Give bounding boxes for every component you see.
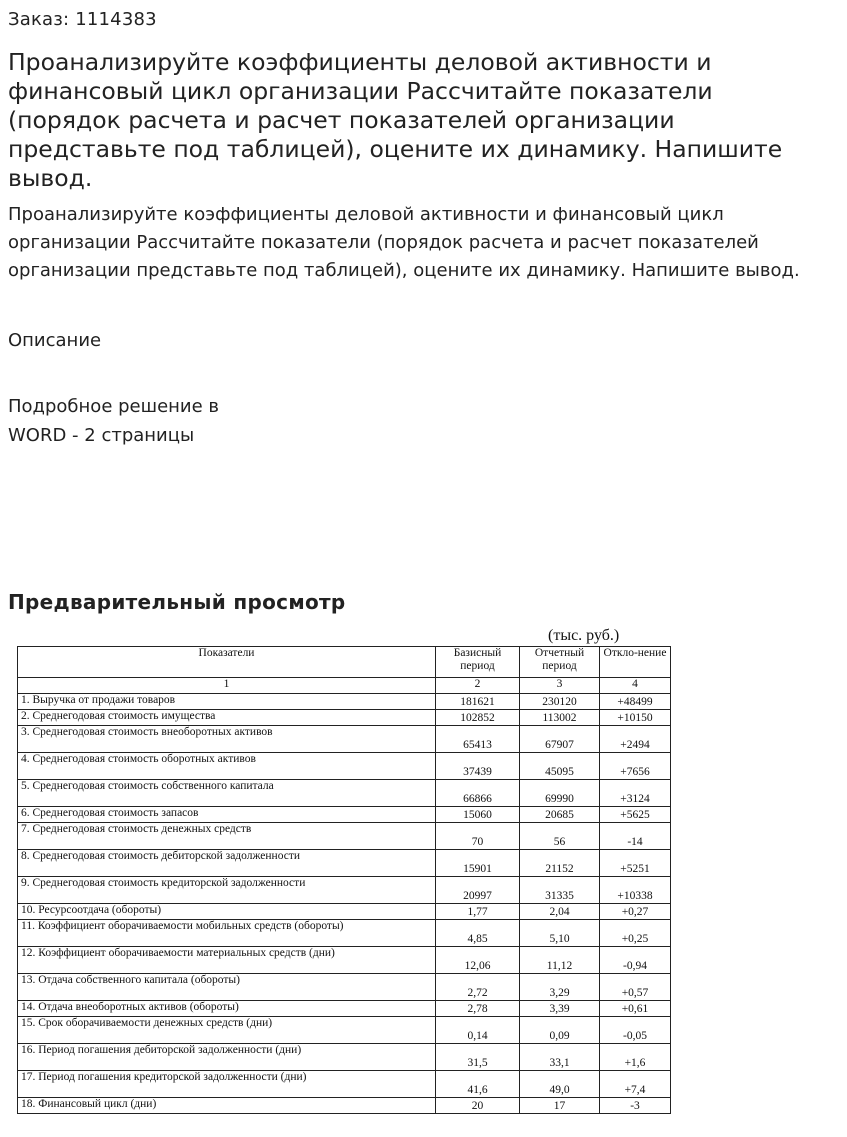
row-name-cell: 12. Коэффициент оборачиваемости материальных средств (дни): [18, 947, 436, 974]
row-name-cell: 11. Коэффициент оборачиваемости мобильных средств (обороты): [18, 920, 436, 947]
col-deviation-cell: +3124: [600, 780, 671, 807]
col-report-cell: 2,04: [520, 904, 600, 920]
preview-heading: Предварительный просмотр: [8, 590, 346, 614]
col-base-cell: 12,06: [436, 947, 520, 974]
col-report-cell: 230120: [520, 694, 600, 710]
col-report-cell: 5,10: [520, 920, 600, 947]
row-name-cell: 14. Отдача внеоборотных активов (обороты): [18, 1001, 436, 1017]
col-report-cell: 113002: [520, 710, 600, 726]
col-deviation-cell: +7,4: [600, 1071, 671, 1098]
col-report-cell: 21152: [520, 850, 600, 877]
description-label: Описание: [8, 330, 102, 351]
row-name-cell: 10. Ресурсоотдача (обороты): [18, 904, 436, 920]
solution-line-2: WORD - 2 страницы: [8, 425, 195, 446]
col-base-cell: 181621: [436, 694, 520, 710]
table-header-cell: Отчетный период: [520, 647, 600, 678]
row-name-cell: 13. Отдача собственного капитала (обороты): [18, 974, 436, 1001]
table-index-cell: 4: [600, 678, 671, 694]
col-report-cell: 49,0: [520, 1071, 600, 1098]
col-base-cell: 4,85: [436, 920, 520, 947]
table-row: [18, 974, 671, 1001]
row-name-cell: 9. Среднегодовая стоимость кредиторской задолженности: [18, 877, 436, 904]
solution-line-1: Подробное решение в: [8, 396, 220, 417]
col-base-cell: 102852: [436, 710, 520, 726]
col-base-cell: 70: [436, 823, 520, 850]
row-name-cell: 5. Среднегодовая стоимость собственного капитала: [18, 780, 436, 807]
col-deviation-cell: +5251: [600, 850, 671, 877]
col-deviation-cell: +5625: [600, 807, 671, 823]
col-report-cell: 69990: [520, 780, 600, 807]
table-index-row: [18, 678, 671, 694]
table-row: [18, 694, 671, 710]
col-report-cell: 0,09: [520, 1017, 600, 1044]
row-name-cell: 1. Выручка от продажи товаров: [18, 694, 436, 710]
col-base-cell: 37439: [436, 753, 520, 780]
table-row: [18, 780, 671, 807]
unit-label: (тыс. руб.): [548, 627, 620, 644]
table-row: [18, 920, 671, 947]
col-report-cell: 20685: [520, 807, 600, 823]
table-header-cell: Откло-нение: [600, 647, 671, 678]
col-report-cell: 56: [520, 823, 600, 850]
col-base-cell: 0,14: [436, 1017, 520, 1044]
task-description: Проанализируйте коэффициенты деловой активности и финансовый цикл организации Рассчитайте показатели (порядок расчета и расчет показателей организации представьте под таблицей), оцените их динамику. Напишите вывод.: [8, 204, 800, 281]
col-report-cell: 31335: [520, 877, 600, 904]
col-report-cell: 3,29: [520, 974, 600, 1001]
col-report-cell: 3,39: [520, 1001, 600, 1017]
table-index-cell: 3: [520, 678, 600, 694]
row-name-cell: 8. Среднегодовая стоимость дебиторской задолженности: [18, 850, 436, 877]
col-report-cell: 67907: [520, 726, 600, 753]
col-base-cell: 1,77: [436, 904, 520, 920]
col-base-cell: 41,6: [436, 1071, 520, 1098]
row-name-cell: 16. Период погашения дебиторской задолженности (дни): [18, 1044, 436, 1071]
table-row: [18, 726, 671, 753]
col-base-cell: 20: [436, 1098, 520, 1114]
col-base-cell: 20997: [436, 877, 520, 904]
row-name-cell: 17. Период погашения кредиторской задолженности (дни): [18, 1071, 436, 1098]
row-name-cell: 2. Среднегодовая стоимость имущества: [18, 710, 436, 726]
table-row: [18, 904, 671, 920]
col-base-cell: 65413: [436, 726, 520, 753]
col-report-cell: 17: [520, 1098, 600, 1114]
table-row: [18, 1098, 671, 1114]
table-index-cell: 2: [436, 678, 520, 694]
table-row: [18, 753, 671, 780]
order-number: Заказ: 1114383: [8, 9, 157, 30]
row-name-cell: 15. Срок оборачиваемости денежных средств (дни): [18, 1017, 436, 1044]
col-deviation-cell: -0,05: [600, 1017, 671, 1044]
table-row: [18, 1044, 671, 1071]
col-base-cell: 15060: [436, 807, 520, 823]
table-row: [18, 877, 671, 904]
row-name-cell: 4. Среднегодовая стоимость оборотных активов: [18, 753, 436, 780]
col-deviation-cell: +0,57: [600, 974, 671, 1001]
col-base-cell: 66866: [436, 780, 520, 807]
col-base-cell: 15901: [436, 850, 520, 877]
col-deviation-cell: +48499: [600, 694, 671, 710]
table-row: [18, 1071, 671, 1098]
col-base-cell: 2,72: [436, 974, 520, 1001]
col-deviation-cell: +0,25: [600, 920, 671, 947]
row-name-cell: 18. Финансовый цикл (дни): [18, 1098, 436, 1114]
col-deviation-cell: +10338: [600, 877, 671, 904]
row-name-cell: 3. Среднегодовая стоимость внеоборотных активов: [18, 726, 436, 753]
row-name-cell: 7. Среднегодовая стоимость денежных средств: [18, 823, 436, 850]
col-deviation-cell: +0,61: [600, 1001, 671, 1017]
col-deviation-cell: +7656: [600, 753, 671, 780]
col-report-cell: 11,12: [520, 947, 600, 974]
table-row: [18, 823, 671, 850]
col-base-cell: 31,5: [436, 1044, 520, 1071]
table-row: [18, 850, 671, 877]
document-preview: [0, 625, 847, 1125]
solution-info: [8, 392, 219, 450]
table-header-row: [18, 647, 671, 678]
col-deviation-cell: -3: [600, 1098, 671, 1114]
col-deviation-cell: +1,6: [600, 1044, 671, 1071]
col-report-cell: 33,1: [520, 1044, 600, 1071]
task-title: Проанализируйте коэффициенты деловой активности и финансовый цикл организации Рассчитайте показатели (порядок расчета и расчет показателей организации представьте под таблицей), оцените их динамику. Напишите вывод.: [8, 48, 783, 192]
col-deviation-cell: -0,94: [600, 947, 671, 974]
col-deviation-cell: +0,27: [600, 904, 671, 920]
table-row: [18, 710, 671, 726]
table-header-cell: Базисный период: [436, 647, 520, 678]
table-row: [18, 807, 671, 823]
table-row: [18, 1017, 671, 1044]
col-deviation-cell: -14: [600, 823, 671, 850]
indicators-table: [17, 646, 671, 1114]
row-name-cell: 6. Среднегодовая стоимость запасов: [18, 807, 436, 823]
table-row: [18, 947, 671, 974]
col-base-cell: 2,78: [436, 1001, 520, 1017]
col-deviation-cell: +10150: [600, 710, 671, 726]
col-report-cell: 45095: [520, 753, 600, 780]
table-index-cell: 1: [18, 678, 436, 694]
table-header-cell: Показатели: [18, 647, 436, 678]
table-row: [18, 1001, 671, 1017]
col-deviation-cell: +2494: [600, 726, 671, 753]
